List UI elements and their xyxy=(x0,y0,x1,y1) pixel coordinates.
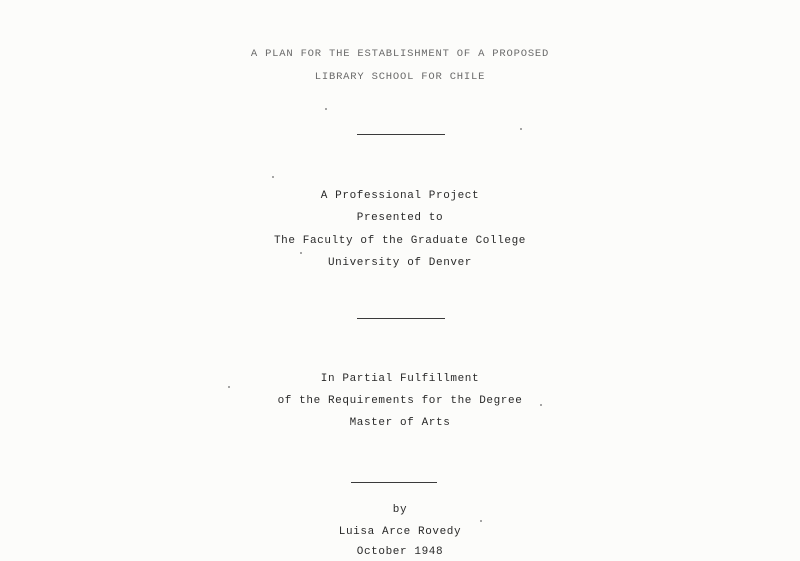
title-line-2: LIBRARY SCHOOL FOR CHILE xyxy=(314,71,486,83)
divider-1 xyxy=(357,134,445,135)
divider-2 xyxy=(357,318,445,319)
presentation-line-3: The Faculty of the Graduate College xyxy=(273,235,527,247)
scan-speck xyxy=(300,252,302,254)
presentation-line-1: A Professional Project xyxy=(320,190,480,202)
byline-date: October 1948 xyxy=(356,546,444,558)
title-line-1: A PLAN FOR THE ESTABLISHMENT OF A PROPOSED xyxy=(250,48,550,60)
divider-3 xyxy=(351,482,437,483)
scan-speck xyxy=(520,128,522,130)
presentation-line-4: University of Denver xyxy=(327,257,473,269)
fulfillment-line-2: of the Requirements for the Degree xyxy=(277,395,523,407)
scan-speck xyxy=(272,176,274,178)
scan-speck xyxy=(480,520,482,522)
scan-speck xyxy=(228,386,230,388)
fulfillment-line-3: Master of Arts xyxy=(349,417,451,429)
scan-speck xyxy=(325,108,327,110)
scan-speck xyxy=(540,404,542,406)
presentation-line-2: Presented to xyxy=(356,212,444,224)
byline-by: by xyxy=(392,504,408,516)
byline-author: Luisa Arce Rovedy xyxy=(338,526,462,538)
fulfillment-line-1: In Partial Fulfillment xyxy=(320,373,480,385)
